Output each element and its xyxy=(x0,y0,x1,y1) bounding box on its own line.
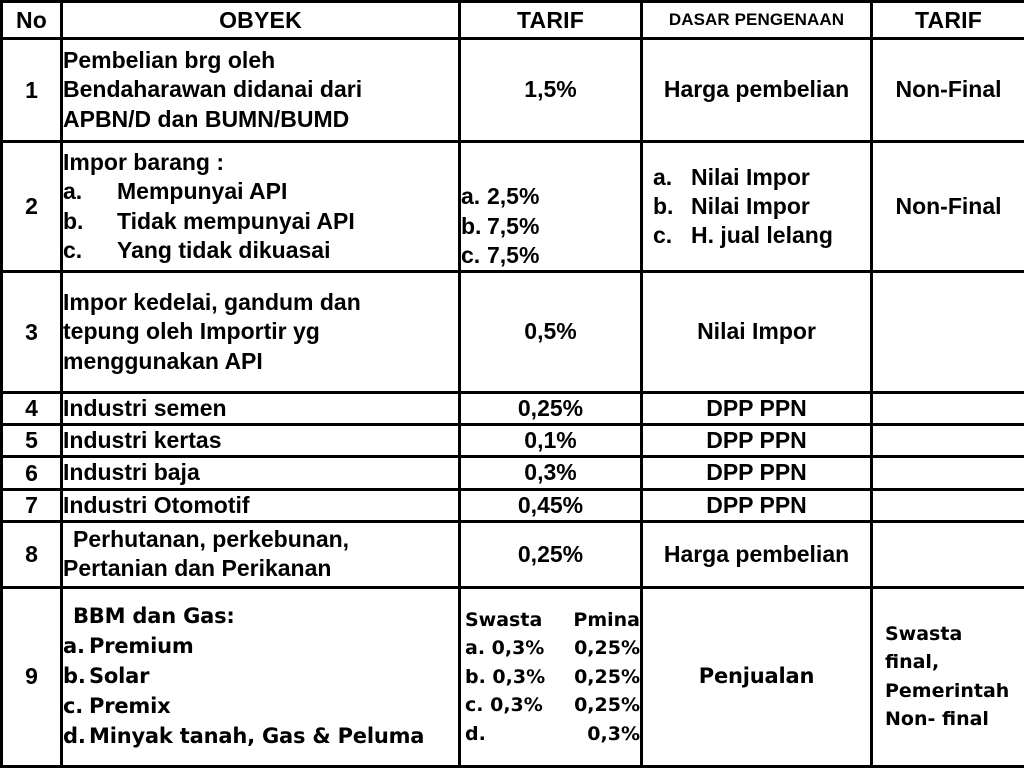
list-text: Premium xyxy=(89,634,194,659)
row-tarif-1: 0,25% xyxy=(460,521,642,587)
obyek-title: BBM dan Gas: xyxy=(73,604,235,629)
row-tarif-2 xyxy=(872,587,1024,766)
list-text: Premix xyxy=(89,693,171,718)
row-dasar-pengenaan: DPP PPN xyxy=(642,425,872,457)
table-row xyxy=(2,457,1024,489)
list-item xyxy=(461,241,640,270)
obyek-line: tepung oleh Importir yg xyxy=(63,318,320,345)
list-item xyxy=(461,182,640,211)
rate-pmina: 0,25% xyxy=(574,637,640,660)
list-item xyxy=(63,236,458,265)
obyek-line: menggunakan API xyxy=(63,347,263,374)
table-header-row xyxy=(2,2,1024,39)
row-tarif-2 xyxy=(872,457,1024,489)
dasar-list xyxy=(643,163,870,251)
list-marker: a. xyxy=(63,634,85,659)
row-obyek xyxy=(62,587,460,766)
list-item xyxy=(653,221,870,250)
row-tarif-2 xyxy=(872,521,1024,587)
list-item xyxy=(63,722,458,752)
list-item xyxy=(63,177,458,206)
list-text: 2,5% xyxy=(487,183,540,210)
tarif-2-line: Swasta xyxy=(885,622,963,645)
list-text: Nilai Impor xyxy=(691,163,810,190)
list-marker: c. xyxy=(653,222,673,249)
row-number: 5 xyxy=(2,425,62,457)
list-text: Tidak mempunyai API xyxy=(117,207,355,234)
list-item xyxy=(63,692,458,722)
list-item xyxy=(653,192,870,221)
row-tarif-2 xyxy=(872,393,1024,425)
row-obyek: Industri Otomotif xyxy=(62,489,460,521)
row-number: 3 xyxy=(2,272,62,393)
row-dasar-pengenaan: Harga pembelian xyxy=(642,521,872,587)
column-header-obyek: OBYEK xyxy=(62,2,460,39)
table-row xyxy=(2,587,1024,766)
row-tarif-1: 1,5% xyxy=(460,39,642,142)
row-obyek: Industri semen xyxy=(62,393,460,425)
list-item xyxy=(653,163,870,192)
row-dasar-pengenaan: DPP PPN xyxy=(642,457,872,489)
row-obyek xyxy=(62,39,460,142)
obyek-line: Perhutanan, perkebunan, xyxy=(73,526,350,553)
rate-swasta: d. xyxy=(465,722,486,745)
row-tarif-2 xyxy=(872,272,1024,393)
row-tarif-1: 0,25% xyxy=(460,393,642,425)
list-marker: c. xyxy=(63,693,84,718)
row-tarif-1: 0,1% xyxy=(460,425,642,457)
row-number: 7 xyxy=(2,489,62,521)
tarif-2-line: Pemerintah xyxy=(885,679,1010,702)
row-number: 8 xyxy=(2,521,62,587)
list-text: Minyak tanah, Gas & Peluma xyxy=(89,723,425,748)
row-dasar-pengenaan: DPP PPN xyxy=(642,393,872,425)
row-tarif-1: 0,3% xyxy=(460,457,642,489)
table-row xyxy=(2,425,1024,457)
obyek-line: APBN/D dan BUMN/BUMD xyxy=(63,105,350,132)
obyek-line: Impor kedelai, gandum dan xyxy=(63,289,361,316)
table-row xyxy=(2,489,1024,521)
table-row xyxy=(2,272,1024,393)
list-marker: b. xyxy=(653,192,674,219)
list-item xyxy=(63,632,458,662)
table-row xyxy=(2,39,1024,142)
rate-swasta: a. 0,3% xyxy=(465,637,545,660)
obyek-list xyxy=(63,177,458,265)
rate-swasta: c. 0,3% xyxy=(465,694,543,717)
row-obyek xyxy=(62,272,460,393)
table-row xyxy=(2,393,1024,425)
tarif-2-line: Non- final xyxy=(885,708,989,731)
row-obyek xyxy=(62,142,460,272)
row-tarif-2 xyxy=(872,489,1024,521)
rate-col-header-pmina: Pmina xyxy=(573,608,640,631)
row-tarif-1: 0,45% xyxy=(460,489,642,521)
row-tarif-1: 0,5% xyxy=(460,272,642,393)
row-obyek: Industri baja xyxy=(62,457,460,489)
row-obyek: Industri kertas xyxy=(62,425,460,457)
list-text: Mempunyai API xyxy=(117,178,288,205)
rate-pmina: 0,25% xyxy=(574,694,640,717)
row-tarif-2 xyxy=(872,425,1024,457)
list-marker: d. xyxy=(63,723,86,748)
row-tarif-2: Non-Final xyxy=(872,39,1024,142)
row-dasar-pengenaan xyxy=(642,142,872,272)
column-header-no: No xyxy=(2,2,62,39)
list-item xyxy=(461,212,640,241)
row-tarif-1 xyxy=(460,587,642,766)
obyek-line: Pembelian brg oleh xyxy=(63,47,276,74)
list-text: 7,5% xyxy=(487,241,540,268)
list-text: Yang tidak dikuasai xyxy=(117,236,331,263)
list-marker: b. xyxy=(63,207,84,234)
obyek-title: Impor barang : xyxy=(63,149,225,176)
obyek-line: Bendaharawan didanai dari xyxy=(63,76,363,103)
row-dasar-pengenaan: Nilai Impor xyxy=(642,272,872,393)
list-marker: c. xyxy=(461,241,481,268)
column-header-tarif-2: TARIF xyxy=(872,2,1024,39)
list-marker: a. xyxy=(653,163,673,190)
rate-pmina: 0,25% xyxy=(574,665,640,688)
tarif-list xyxy=(461,182,640,270)
column-header-dasar-pengenaan: DASAR PENGENAAN xyxy=(642,2,872,39)
row-number: 1 xyxy=(2,39,62,142)
table-row xyxy=(2,521,1024,587)
table-row xyxy=(2,142,1024,272)
row-number: 6 xyxy=(2,457,62,489)
rate-col-header-swasta: Swasta xyxy=(465,608,543,631)
row-number: 2 xyxy=(2,142,62,272)
list-item xyxy=(63,662,458,692)
list-marker: b. xyxy=(461,212,482,239)
row-number: 4 xyxy=(2,393,62,425)
row-dasar-pengenaan: Penjualan xyxy=(642,587,872,766)
list-marker: a. xyxy=(63,178,83,205)
obyek-list xyxy=(63,632,458,751)
list-item xyxy=(63,207,458,236)
row-dasar-pengenaan: Harga pembelian xyxy=(642,39,872,142)
list-text: 7,5% xyxy=(487,212,540,239)
row-obyek xyxy=(62,521,460,587)
column-header-tarif-1: TARIF xyxy=(460,2,642,39)
rate-swasta: b. 0,3% xyxy=(465,665,546,688)
list-text: Nilai Impor xyxy=(691,192,810,219)
list-marker: a. xyxy=(461,183,481,210)
rate-pmina: 0,3% xyxy=(587,722,640,745)
rate-grid xyxy=(461,606,640,749)
list-marker: c. xyxy=(63,236,83,263)
list-marker: b. xyxy=(63,663,86,688)
tarif-2-line: final, xyxy=(885,651,940,674)
row-tarif-1 xyxy=(460,142,642,272)
row-dasar-pengenaan: DPP PPN xyxy=(642,489,872,521)
row-tarif-2: Non-Final xyxy=(872,142,1024,272)
list-text: H. jual lelang xyxy=(691,222,833,249)
obyek-line: Pertanian dan Perikanan xyxy=(63,555,332,582)
row-number: 9 xyxy=(2,587,62,766)
list-text: Solar xyxy=(89,663,150,688)
